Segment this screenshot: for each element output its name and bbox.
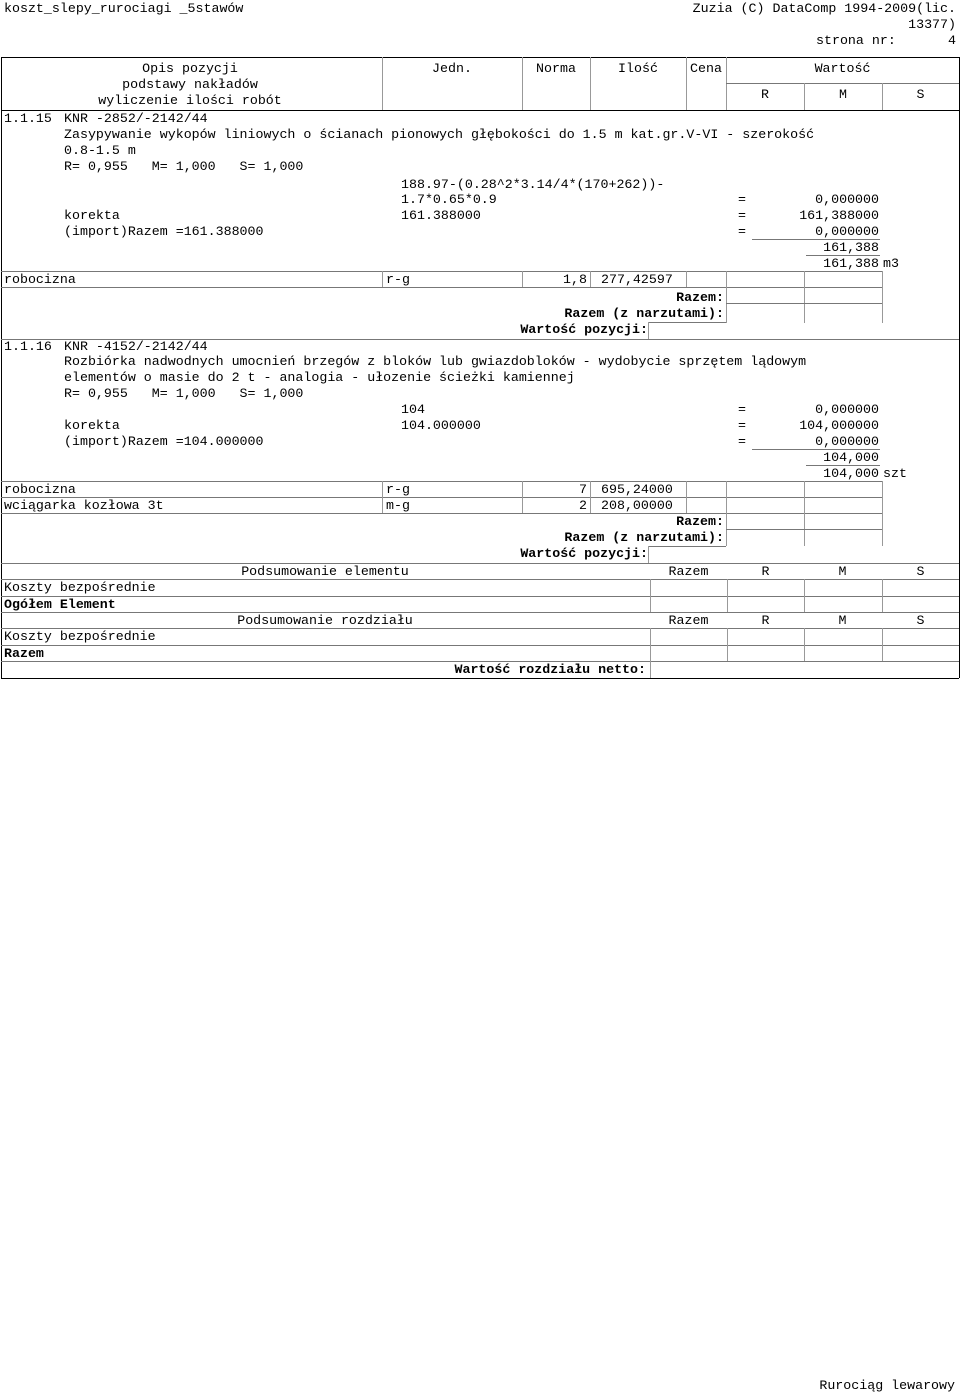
cell-divider bbox=[686, 481, 687, 513]
quantity-unit: m3 bbox=[883, 256, 899, 271]
row-divider bbox=[726, 303, 882, 304]
header-description: Opis pozycji bbox=[142, 61, 238, 76]
resource-qty: 7 bbox=[579, 482, 587, 497]
cell-divider bbox=[648, 546, 649, 563]
row-divider bbox=[1, 271, 882, 272]
cell-divider bbox=[382, 481, 383, 513]
cell-divider bbox=[804, 481, 805, 546]
position-coefficients: R= 0,955 M= 1,000 S= 1,000 bbox=[64, 159, 304, 174]
korekta-label: korekta bbox=[64, 418, 120, 433]
position-number: 1.1.16 bbox=[4, 339, 52, 354]
header-divider bbox=[882, 83, 883, 110]
cell-divider bbox=[686, 271, 687, 287]
header-r: R bbox=[761, 87, 769, 102]
quantity-unit: szt bbox=[883, 466, 907, 481]
cell-divider bbox=[590, 481, 591, 513]
section-summary-title: Podsumowanie rozdziału bbox=[237, 613, 413, 628]
cell-divider bbox=[804, 579, 805, 612]
summary-col-razem: Razem bbox=[668, 564, 709, 579]
razem-label: Razem: bbox=[676, 290, 724, 305]
position-description: 0.8-1.5 m bbox=[64, 143, 136, 158]
razem-narzut-label: Razem (z narzutami): bbox=[564, 306, 724, 321]
document-filename: koszt_slepy_rurociagi _5stawów bbox=[4, 1, 244, 16]
header-basis: podstawy nakładów bbox=[122, 77, 258, 92]
razem-narzut-label: Razem (z narzutami): bbox=[564, 530, 724, 545]
quantity-result: 0,000000 bbox=[815, 192, 879, 207]
wartosc-pozycji-label: Wartość pozycji: bbox=[520, 546, 648, 561]
page-number-label: strona nr: bbox=[816, 33, 896, 48]
quantity-total: 161,388 bbox=[823, 256, 879, 271]
cell-divider bbox=[882, 579, 883, 612]
import-result: 0,000000 bbox=[815, 224, 879, 239]
resource-name: wciągarka kozłowa 3t bbox=[4, 498, 164, 513]
header-qty: Ilość bbox=[618, 61, 658, 76]
import-result: 0,000000 bbox=[815, 434, 879, 449]
table-top-border bbox=[1, 57, 959, 58]
cell-divider bbox=[650, 628, 651, 678]
resource-unit: r-g bbox=[386, 482, 410, 497]
quantity-total: 104,000 bbox=[823, 466, 879, 481]
resource-price: 277,42597 bbox=[601, 272, 673, 287]
table-bottom-border bbox=[1, 678, 959, 679]
cell-divider bbox=[804, 628, 805, 661]
quantity-expression: 188.97-(0.28^2*3.14/4*(170+262))- bbox=[401, 177, 665, 192]
table-left-border bbox=[1, 57, 2, 678]
header-quantity-calc: wyliczenie ilości robót bbox=[98, 93, 282, 108]
equals-sign: = bbox=[738, 208, 746, 223]
resource-name: robocizna bbox=[4, 482, 76, 497]
quantity-sum: 104,000 bbox=[823, 450, 879, 465]
resource-qty: 2 bbox=[579, 498, 587, 513]
position-description: elementów o masie do 2 t - analogia - ułozenie ścieżki kamiennej bbox=[64, 370, 575, 385]
row-divider bbox=[648, 322, 726, 323]
razem-label: Razem: bbox=[676, 514, 724, 529]
korekta-expression: 161.388000 bbox=[401, 208, 481, 223]
import-label: (import)Razem =104.000000 bbox=[64, 434, 264, 449]
page-number: 4 bbox=[948, 33, 956, 48]
section-net-value-label: Wartość rozdziału netto: bbox=[454, 662, 646, 677]
cell-divider bbox=[882, 481, 883, 546]
header-divider bbox=[804, 83, 805, 110]
summary-col-s: S bbox=[916, 564, 925, 579]
quantity-expression: 1.7*0.65*0.9 bbox=[401, 192, 497, 207]
resource-unit: m-g bbox=[386, 498, 410, 513]
korekta-expression: 104.000000 bbox=[401, 418, 481, 433]
summary-direct-costs: Koszty bezpośrednie bbox=[4, 629, 156, 644]
position-coefficients: R= 0,955 M= 1,000 S= 1,000 bbox=[64, 386, 304, 401]
quantity-result: 0,000000 bbox=[815, 402, 879, 417]
cell-divider bbox=[522, 271, 523, 287]
summary-element-total: Ogółem Element bbox=[4, 597, 116, 612]
summary-col-r: R bbox=[761, 613, 770, 628]
cell-divider bbox=[726, 481, 727, 546]
import-label: (import)Razem =161.388000 bbox=[64, 224, 264, 239]
position-code: KNR -2852/-2142/44 bbox=[64, 111, 208, 126]
copyright-notice: Zuzia (C) DataComp 1994-2009(lic. bbox=[692, 1, 956, 16]
cell-divider bbox=[727, 579, 728, 612]
korekta-result: 104,000000 bbox=[799, 418, 879, 433]
position-description: Rozbiórka nadwodnych umocnień brzegów z bloków lub gwiazdobloków - wydobycie sprzętem lądowym bbox=[64, 354, 807, 369]
header-m: M bbox=[839, 87, 847, 102]
resource-name: robocizna bbox=[4, 272, 76, 287]
equals-sign: = bbox=[738, 402, 746, 417]
cell-divider bbox=[804, 271, 805, 323]
cell-divider bbox=[522, 481, 523, 513]
header-divider bbox=[522, 57, 523, 110]
cell-divider bbox=[650, 579, 651, 612]
wartosc-pozycji-label: Wartość pozycji: bbox=[520, 322, 648, 337]
position-code: KNR -4152/-2142/44 bbox=[64, 339, 208, 354]
license-number: 13377) bbox=[908, 17, 956, 32]
equals-sign: = bbox=[738, 224, 746, 239]
summary-col-m: M bbox=[838, 613, 847, 628]
element-summary-title: Podsumowanie elementu bbox=[241, 564, 409, 579]
resource-unit: r-g bbox=[386, 272, 410, 287]
header-price: Cena bbox=[690, 61, 722, 76]
row-divider bbox=[726, 529, 882, 530]
header-unit: Jedn. bbox=[432, 61, 472, 76]
equals-sign: = bbox=[738, 434, 746, 449]
summary-col-s: S bbox=[916, 613, 925, 628]
footer-section-name: Rurociąg lewarowy bbox=[819, 1378, 955, 1393]
cell-divider bbox=[882, 271, 883, 323]
row-divider bbox=[1, 596, 959, 597]
row-divider bbox=[648, 546, 726, 547]
summary-direct-costs: Koszty bezpośrednie bbox=[4, 580, 156, 595]
equals-sign: = bbox=[738, 418, 746, 433]
position-number: 1.1.15 bbox=[4, 111, 52, 126]
korekta-label: korekta bbox=[64, 208, 120, 223]
resource-price: 208,00000 bbox=[601, 498, 673, 513]
summary-col-razem: Razem bbox=[668, 613, 709, 628]
quantity-sum: 161,388 bbox=[823, 240, 879, 255]
row-divider bbox=[1, 287, 882, 288]
header-s: S bbox=[916, 87, 925, 102]
resource-qty: 1,8 bbox=[563, 272, 587, 287]
cell-divider bbox=[648, 322, 649, 339]
korekta-result: 161,388000 bbox=[799, 208, 879, 223]
header-value: Wartość bbox=[814, 61, 871, 76]
cell-divider bbox=[882, 628, 883, 661]
row-divider bbox=[1, 645, 959, 646]
row-divider bbox=[1, 481, 882, 482]
equals-sign: = bbox=[738, 192, 746, 207]
header-divider bbox=[590, 57, 591, 110]
summary-col-r: R bbox=[761, 564, 770, 579]
header-norm: Norma bbox=[536, 61, 576, 76]
cell-divider bbox=[590, 271, 591, 287]
position-description: Zasypywanie wykopów liniowych o ścianach pionowych głębokości do 1.5 m kat.gr.V-VI - szerokość bbox=[64, 127, 815, 142]
summary-col-m: M bbox=[838, 564, 847, 579]
quantity-expression: 104 bbox=[401, 402, 425, 417]
cell-divider bbox=[727, 628, 728, 661]
resource-price: 695,24000 bbox=[601, 482, 673, 497]
cell-divider bbox=[382, 271, 383, 287]
header-divider bbox=[382, 57, 383, 110]
header-divider bbox=[686, 57, 687, 110]
summary-section-total: Razem bbox=[4, 646, 44, 661]
cell-divider bbox=[726, 271, 727, 323]
header-divider bbox=[726, 83, 959, 84]
